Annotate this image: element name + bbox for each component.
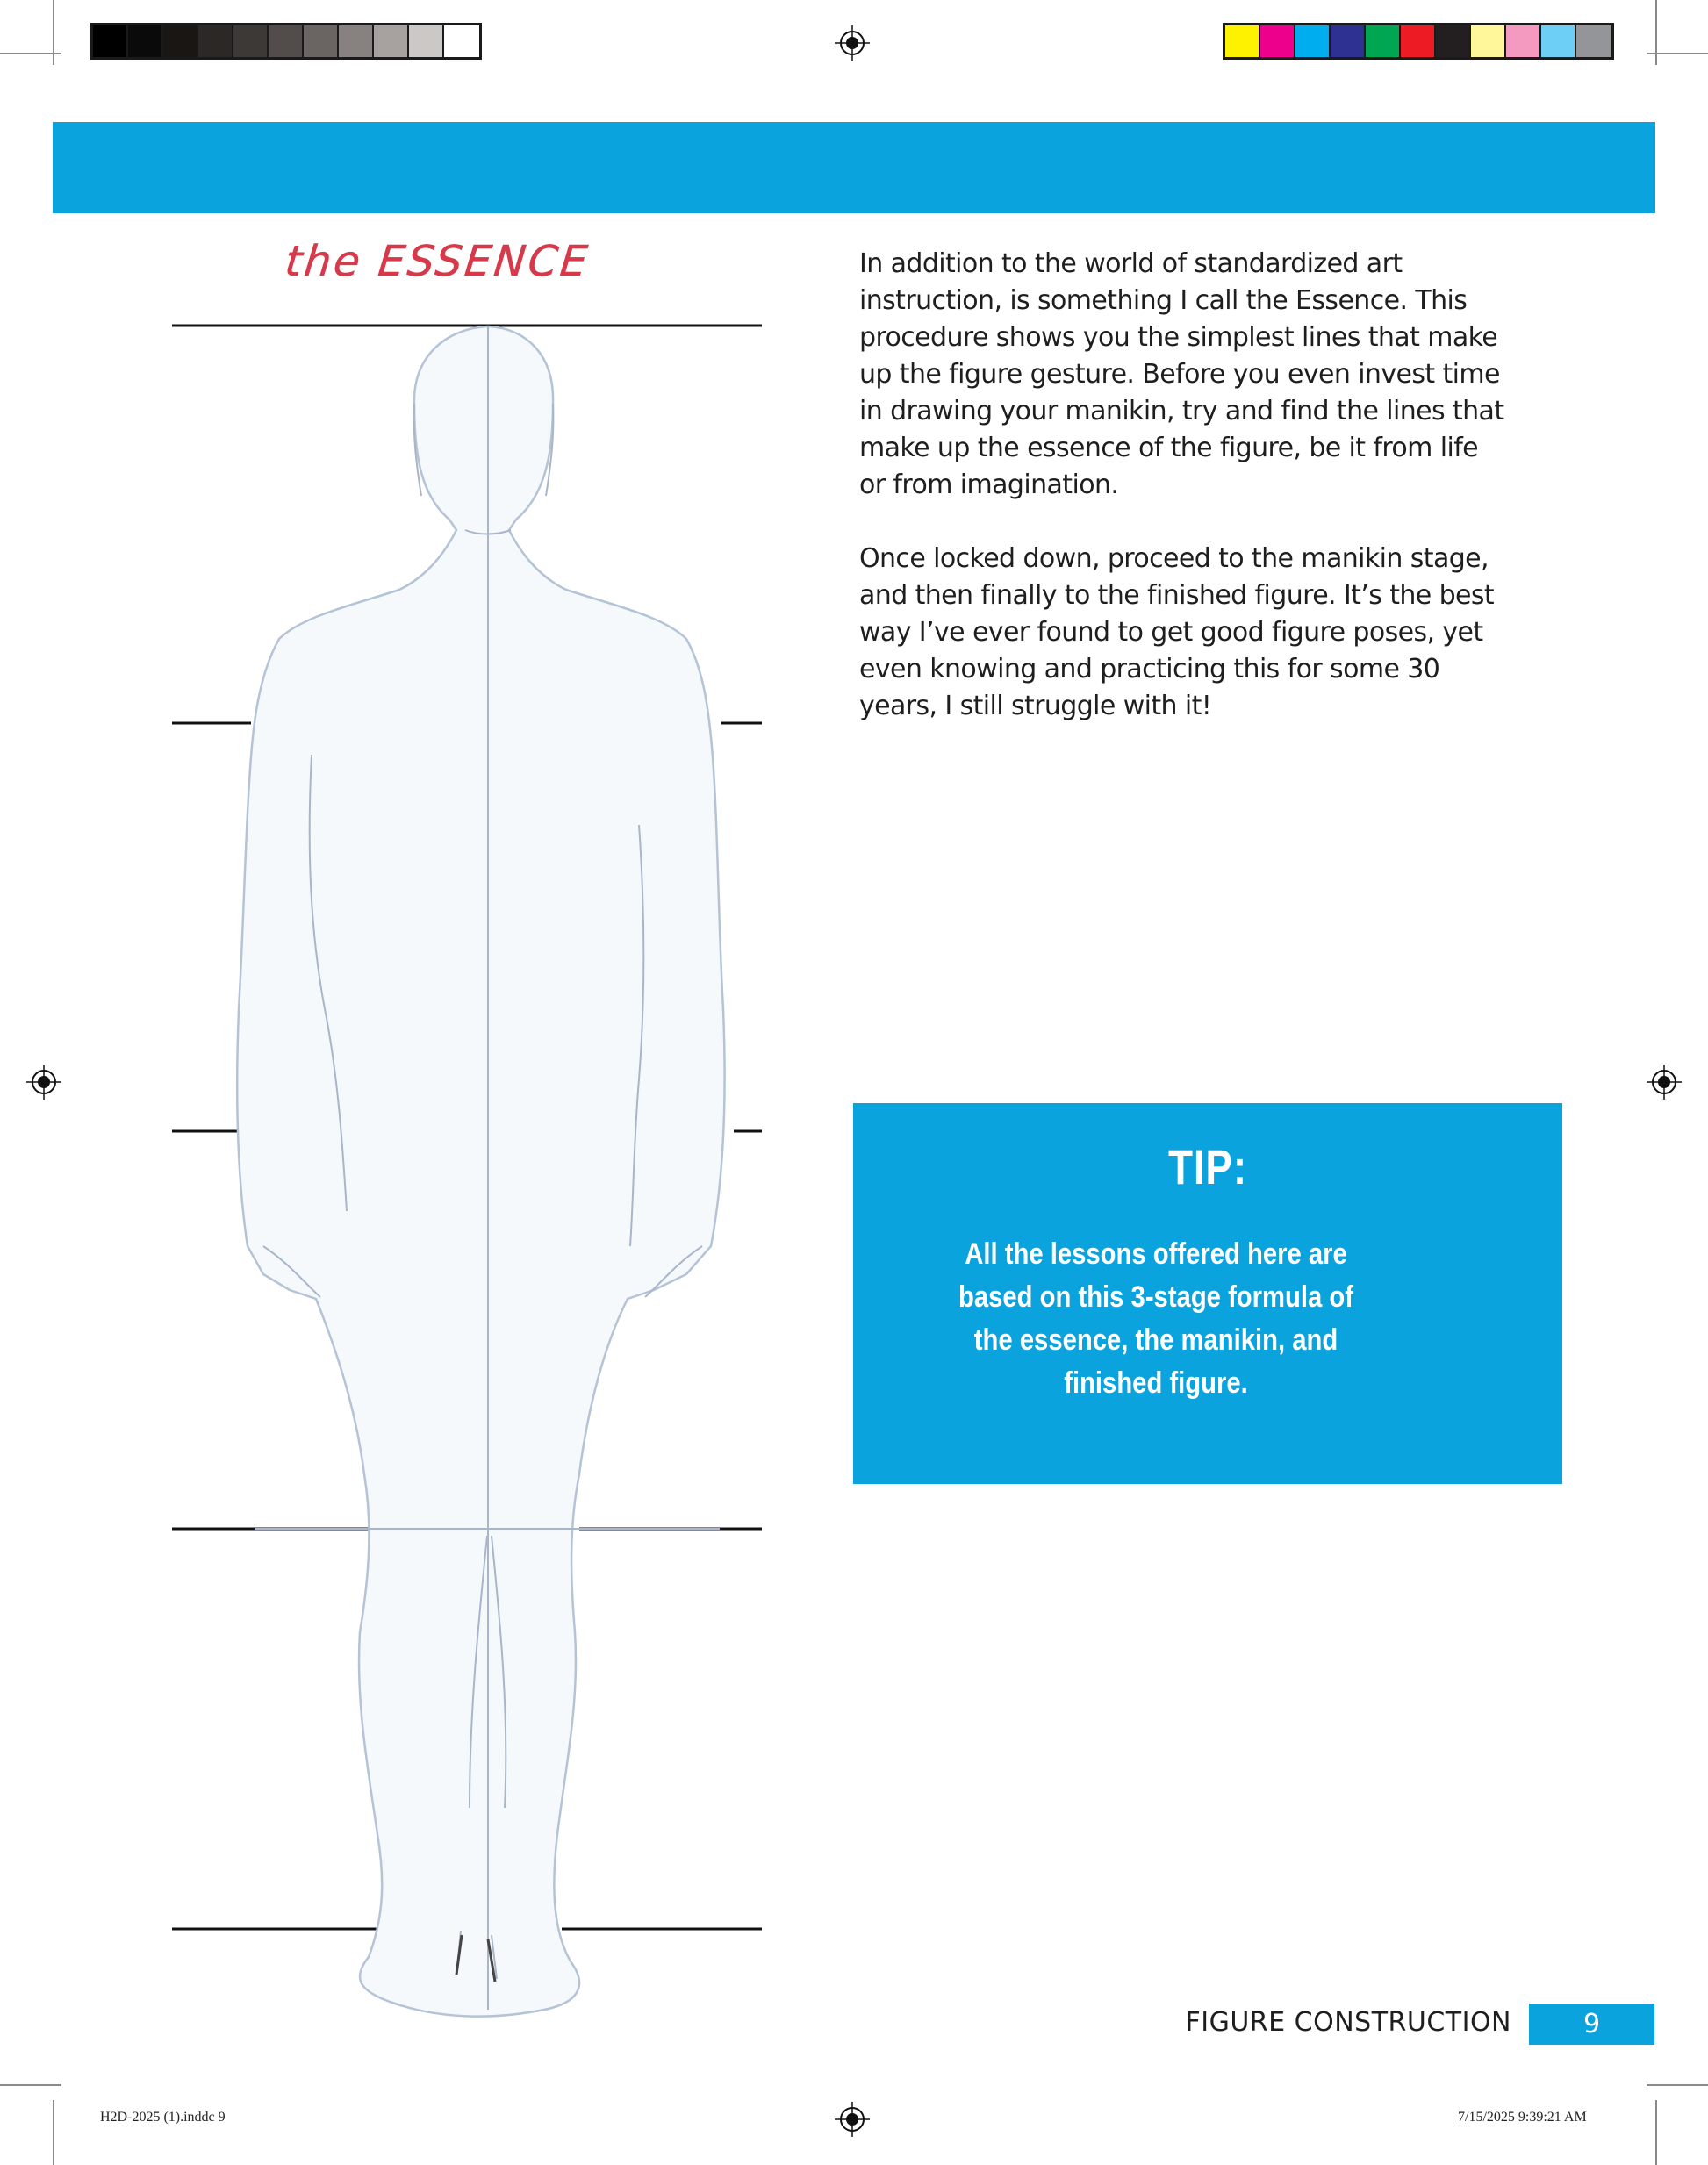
- page-number: 9: [1529, 2004, 1654, 2045]
- svg-text:the ESSENCE: the ESSENCE: [283, 237, 592, 286]
- slug-filename: H2D-2025 (1).inddc 9: [100, 2110, 226, 2125]
- tip-title: TIP:: [1167, 1139, 1247, 1194]
- body-paragraph: In addition to the world of standardized art instruction, is something I call the Essence. This procedure shows you the simplest lines that make up the figure gesture. Before you even invest time in drawing your manikin, try and find the lines that make up the essence of the figure, be it from life or from imagination.: [859, 248, 1504, 500]
- tip-callout: [853, 1103, 1562, 1484]
- body-paragraph: Once locked down, proceed to the manikin stage, and then finally to the finished figure. It’s the best way I’ve ever found to get good figure poses, yet even knowing and practicing this for some 30 years, I still struggle with it!: [859, 543, 1495, 721]
- slug-timestamp: 7/15/2025 9:39:21 AM: [1458, 2110, 1587, 2125]
- tip-text: All the lessons offered here are based on this 3-stage formula of the essence, the manikin, and finished figure.: [958, 1237, 1354, 1400]
- footer-section-label: FIGURE CONSTRUCTION: [1185, 2007, 1511, 2038]
- body-text: [859, 246, 1509, 725]
